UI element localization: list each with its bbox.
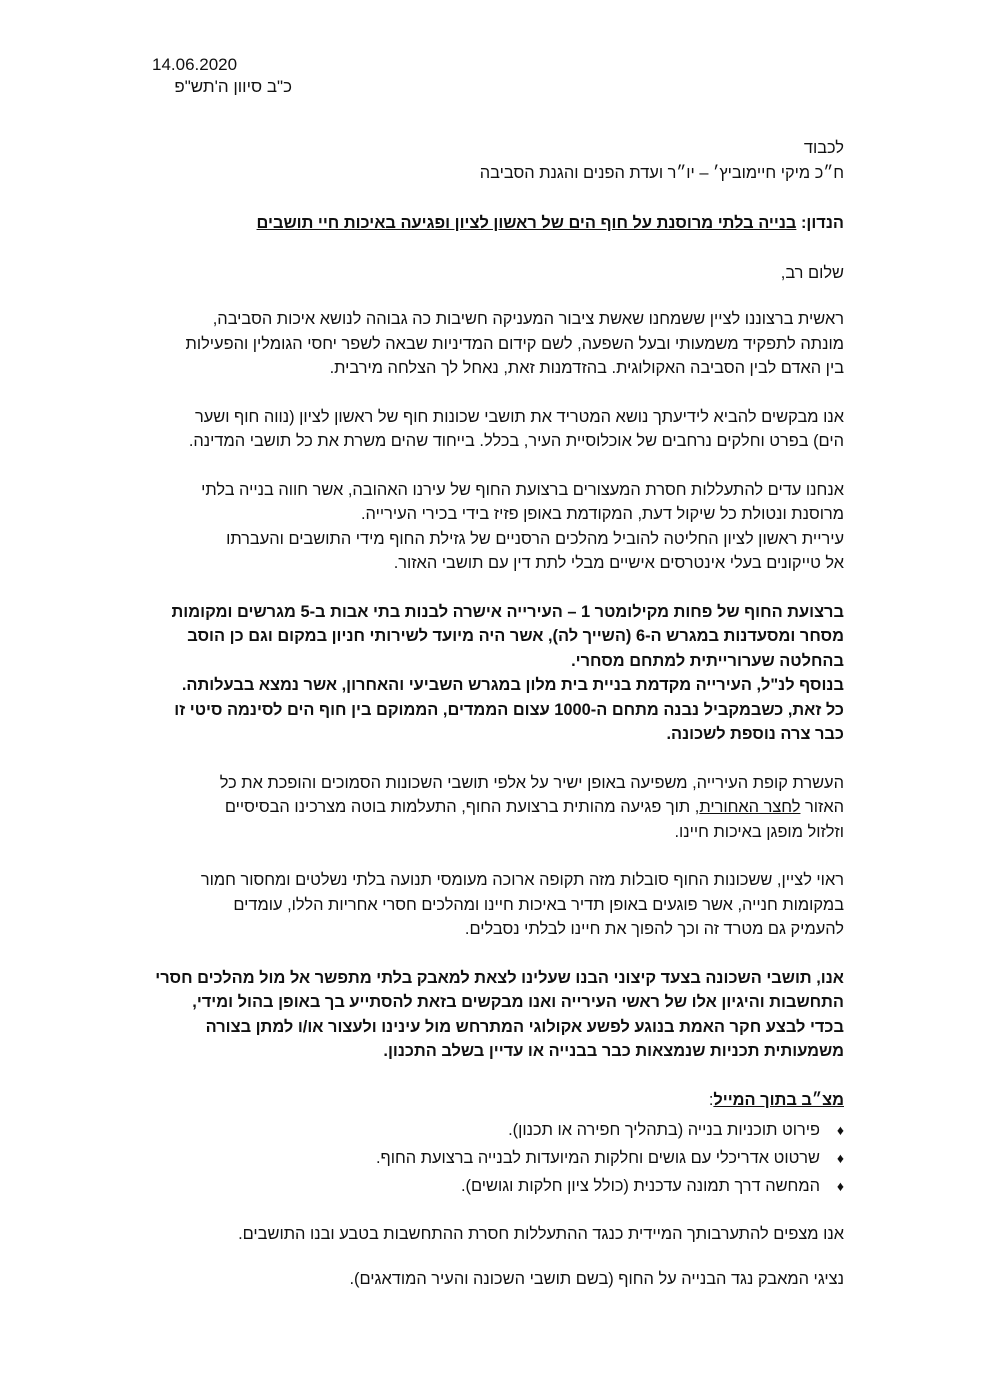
recipient-name: ח״כ מיקי חיימוביץ׳ – יו״ר ועדת הפנים והגנת הסביבה [479, 163, 844, 182]
subject-line [150, 211, 844, 236]
underlined-phrase: לחצר האחורית [699, 798, 801, 816]
paragraph-2 [150, 405, 844, 454]
letter-body [150, 136, 844, 1291]
list-item [150, 1144, 844, 1172]
paragraph-line [150, 795, 844, 820]
paragraph-line: להעמיק גם מטרד זה וכך להפוך את חיינו לבלתי נסבלים. [464, 920, 844, 938]
list-item-text: המחשה דרך תמונה עדכנית (כולל ציון חלקות וגושים). [460, 1177, 820, 1195]
subject-label: הנדון: [800, 214, 844, 232]
paragraph-6 [150, 868, 844, 942]
list-item-text: שרטוט אדריכלי עם גושים וחלקות המיועדות לבנייה ברצועת החוף. [375, 1149, 820, 1167]
text-segment: האזור [800, 798, 844, 816]
text-segment: , תוך פגיעה מהותית ברצועת החוף, התעלמות בוטה מצרכינו הבסיסיים [224, 798, 700, 816]
paragraph-line: אנו מבקשים להביא לידיעתך נושא המטריד את תושבי שכונות חוף של ראשון לציון (נווה חוף ושער [194, 407, 844, 426]
salutation: לכבוד [803, 139, 844, 157]
paragraph-line: ראשית ברצוננו לציין ששמחנו שאשת ציבור המעניקה חשיבות כה גבוהה לנושא איכות הסביבה, [212, 310, 844, 328]
paragraph-line: משמעותית תכניות שנמצאות כבר בבנייה או עדיין בשלב התכנון. [383, 1042, 844, 1060]
paragraph-line: בהחלטה שערורייתית למתחם מסחרי. [571, 651, 844, 670]
diamond-bullet-icon: ♦ [836, 1178, 844, 1194]
paragraph-line: מונתה לתפקיד משמעותי ובעל השפעה, לשם קידום המדיניות שבאה לשפר יחסי הגומלין והפעילות [185, 334, 844, 353]
closing-line: אנו מצפים להתערבותך המיידית כנגד ההתעללות חסרת ההתחשבות בטבע ובנו התושבים. [238, 1225, 844, 1243]
paragraph-5 [150, 771, 844, 845]
paragraph-line: וזלזול מופגן באיכות חיינו. [674, 822, 844, 841]
paragraph-line: אל טייקונים בעלי אינטרסים אישיים מבלי לתת דין עם תושבי האזור. [393, 554, 844, 572]
paragraph-4-bold [150, 600, 844, 747]
attachments-title: מצ״ב בתוך המייל [713, 1090, 844, 1109]
paragraph-line: עיריית ראשון לציון החליטה להוביל מהלכים הרסניים של גזילת החוף מידי התושבים והעברתו [226, 529, 844, 548]
paragraph-1 [150, 307, 844, 381]
paragraph-line: בכדי לבצע חקר האמת בנוגע לפשע אקולוגי המתרחש מול עינינו ולעצור או/ו למתן בצורה [205, 1017, 844, 1036]
paragraph-line: הים) בפרט וחלקים נרחבים של אוכלוסיית העיר, בכלל. בייחוד שהים משרת את כל תושבי המדינה. [188, 432, 844, 450]
attachments-list [150, 1116, 844, 1200]
attachments-colon: : [708, 1090, 714, 1109]
paragraph-line: מסחר ומסעדנות במגרש ה-6 (השייך לה), אשר היה מיועד לשירותי חניון במקום וגם כן הוסב [187, 627, 844, 645]
date-block [152, 54, 292, 98]
paragraph-line: בין האדם לבין הסביבה האקולוגית. בהזדמנות זאת, נאחל לך הצלחה מירבית. [329, 359, 844, 377]
diamond-bullet-icon: ♦ [836, 1150, 844, 1166]
signature: נציגי המאבק נגד הבנייה על החוף (בשם תושבי השכונה והעיר המודאגים). [349, 1269, 844, 1288]
paragraph-7-bold [150, 966, 844, 1064]
paragraph-line: כבר צרה נוספת לשכונה. [666, 725, 844, 743]
paragraph-line: אנו, תושבי השכונה בצעד קיצוני הבנו שעלינו לצאת למאבק בלתי מתפשר אל מול מהלכים חסרי [155, 968, 844, 987]
paragraph-line: כל זאת, כשבמקביל נבנה מתחם ה-1000 עצום הממדים, הממוקם בין חוף הים לסינמה סיטי זו [174, 700, 844, 719]
diamond-bullet-icon: ♦ [836, 1122, 844, 1138]
date-gregorian: 14.06.2020 [152, 55, 238, 74]
subject-text: בנייה בלתי מרוסנת על חוף הים של ראשון לציון ופגיעה באיכות חיי תושבים [256, 214, 797, 232]
attachments-heading [150, 1088, 844, 1113]
list-item [150, 1116, 844, 1144]
paragraph-line: מרוסנת ונטולת כל שיקול דעת, המקודמת באופן פזיז בידי בכירי העירייה. [360, 505, 844, 523]
greeting: שלום רב, [780, 263, 844, 282]
list-item-text: פירוט תוכניות בנייה (בתהליך חפירה או תכנון). [508, 1121, 820, 1139]
paragraph-line: אנחנו עדים להתעללות חסרת המעצורים ברצועת החוף של עירנו האהובה, אשר חווה בנייה בלתי [201, 480, 844, 499]
list-item [150, 1172, 844, 1200]
paragraph-line: בנוסף לנ"ל, העירייה מקדמת בניית בית מלון במגרש השביעי והאחרון, אשר נמצא בבעלותה. [181, 676, 844, 694]
paragraph-line: ברצועת החוף של פחות מקילומטר 1 – העירייה אישרה לבנות בתי אבות ב-5 מגרשים ומקומות [171, 602, 844, 621]
paragraph-3 [150, 478, 844, 576]
paragraph-line: התחשבות והיגיון אלו של ראשי העירייה ואנו מבקשים בזאת להסתייע בך באופן בהול ומידי, [192, 993, 844, 1011]
paragraph-line: העשרת קופת העירייה, משפיעה באופן ישיר על אלפי תושבי השכונות הסמוכים והופכת את כל [219, 773, 844, 792]
paragraph-line: במקומות חנייה, אשר פוגעים באופן תדיר באיכות חיינו ומהלכים חסרי אחריות הללו, עומדים [233, 895, 844, 914]
paragraph-line: ראוי לציין, ששכונות החוף סובלות מזה תקופה ארוכה מעומסי תנועה בלתי נשלטים ומחסור חמור [200, 871, 844, 889]
date-hebrew: כ"ב סיוון ה'תש"פ [174, 77, 292, 96]
